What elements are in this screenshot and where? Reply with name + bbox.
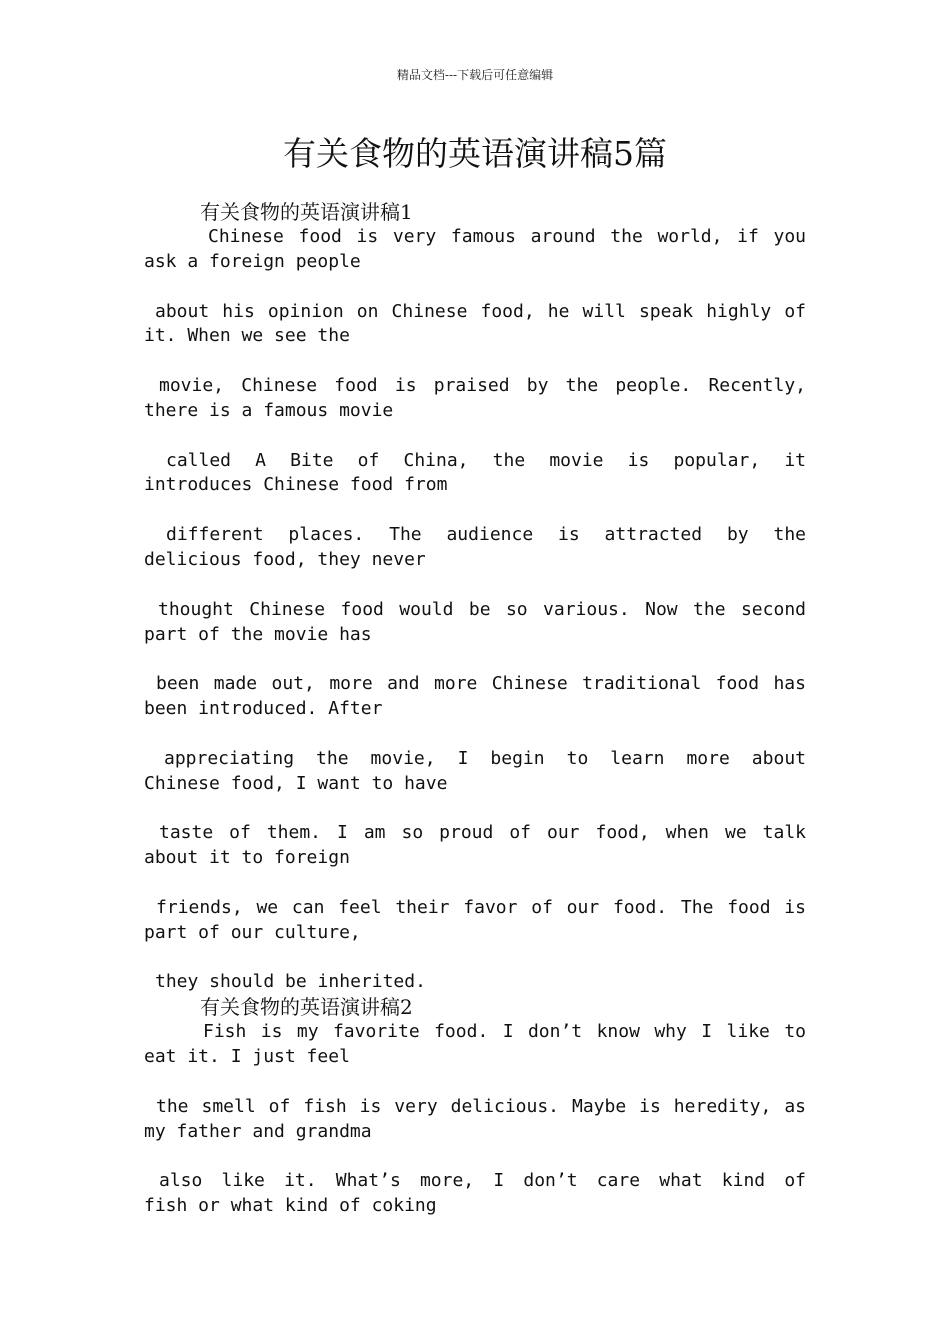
text-line: appreciating the movie, I begin to learn more about (164, 747, 806, 769)
text-line: the smell of fish is very delicious. Maybe is heredity, as (156, 1095, 806, 1117)
text-line: movie, Chinese food is praised by the people. Recently, (159, 375, 806, 397)
text-line: taste of them. I am so proud of our food, when we talk (159, 822, 806, 844)
text-line: different places. The audience is attracted by the (166, 524, 806, 546)
text-line: there is a famous movie (144, 399, 394, 421)
document-title: 有关食物的英语演讲稿5篇 (283, 134, 667, 173)
text-line: thought Chinese food would be so various. Now the second (158, 598, 806, 620)
text-line: about it to foreign (144, 847, 350, 869)
text-line: my father and grandma (144, 1120, 372, 1142)
text-line: friends, we can feel their favor of our food. The food is (156, 896, 806, 918)
text-line: introduces Chinese food from (144, 474, 448, 496)
text-line: about his opinion on Chinese food, he will speak highly of (155, 300, 806, 322)
text-line: Chinese food, I want to have (144, 772, 448, 794)
text-line: Chinese food is very famous around the world, if you (208, 226, 806, 247)
text-line: they should be inherited. (155, 971, 426, 993)
paragraph (144, 1020, 806, 1219)
text-line: eat it. I just feel (144, 1046, 350, 1067)
text-line: been introduced. After (144, 698, 383, 720)
text-line: delicious food, they never (144, 548, 426, 570)
text-line: fish or what kind of coking (144, 1195, 437, 1217)
page-header: 精品文档---下载后可任意编辑 (396, 68, 554, 82)
text-line: Fish is my favorite food. I don’t know why I like to (203, 1021, 806, 1043)
text-line: called A Bite of China, the movie is popular, it (166, 449, 806, 471)
text-line: also like it. What’s more, I don’t care what kind of (159, 1170, 806, 1192)
text-line: it. When we see the (144, 325, 350, 347)
text-line: part of our culture, (144, 921, 361, 943)
section-heading: 有关食物的英语演讲稿1 (200, 200, 413, 224)
text-line: been made out, more and more Chinese traditional food has (156, 673, 806, 695)
paragraph (144, 225, 806, 995)
document-body (144, 200, 806, 1219)
text-line: part of the movie has (144, 623, 372, 645)
section-heading: 有关食物的英语演讲稿2 (200, 995, 413, 1020)
text-line: ask a foreign people (144, 250, 361, 272)
